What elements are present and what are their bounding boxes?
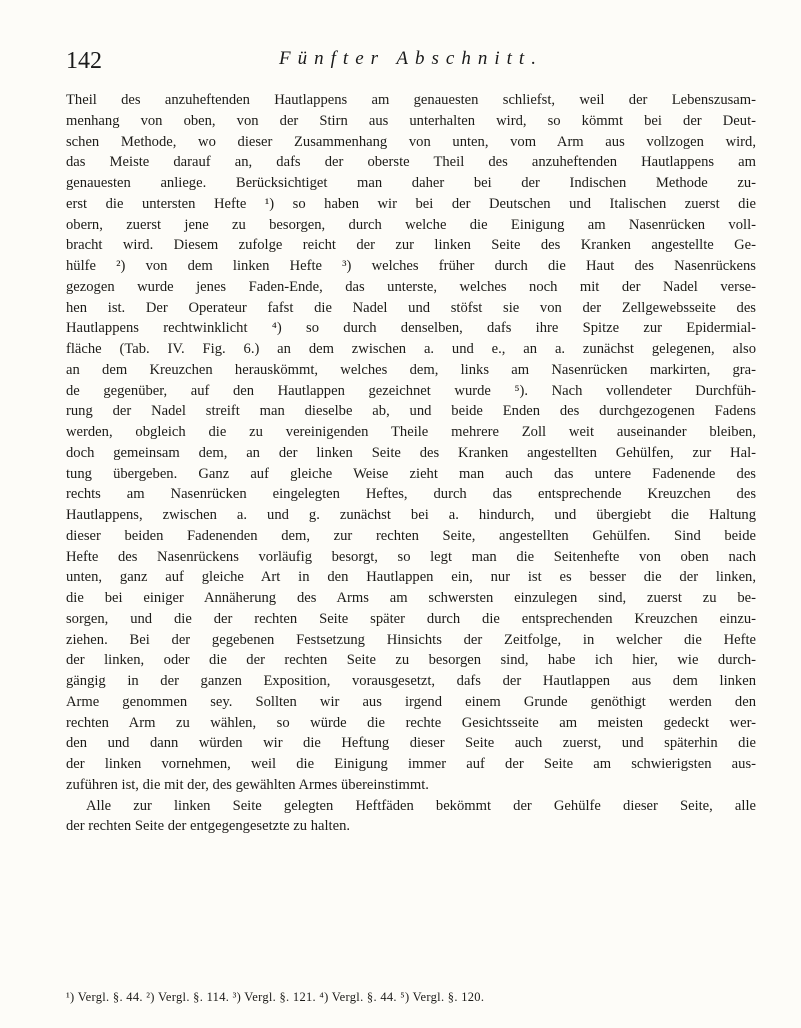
text-line: genauesten anliege. Berücksichtiget man daher bei der Indischen Methode zu- [66, 175, 756, 191]
text-line: unten, ganz auf gleiche Art in den Hautlappen ein, nur ist es besser die der linken, [66, 569, 756, 586]
text-line: de gegenüber, auf den Hautlappen gezeichnet wurde ⁵). Nach vollendeter Durchfüh- [66, 382, 756, 399]
running-title: Fünfter Abschnitt. [279, 48, 543, 69]
text-line: Alle zur linken Seite gelegten Heftfäden bekömmt der Gehülfe dieser Seite, alle [86, 797, 756, 814]
text-line: der linken, oder die der rechten Seite zu besorgen sind, habe ich hier, wie durch- [66, 652, 756, 669]
text-line: die bei einiger Annäherung des Arms am schwersten einzulegen sind, zuerst zu be- [66, 590, 756, 606]
footnotes: ¹) Vergl. §. 44. ²) Vergl. §. 114. ³) Vergl. §. 121. ⁴) Vergl. §. 44. ⁵) Vergl. §. 120. [66, 990, 485, 1004]
text-line: sorgen, und die der rechten Seite später durch die entsprechenden Kreuzchen einzu- [66, 610, 756, 627]
page-header [66, 44, 756, 82]
text-line: dieser beiden Fadenenden dem, zur rechten Seite, angestellten Gehülfen. Sind beide [66, 527, 756, 544]
text-line: Hautlappens rechtwinklicht ⁴) so durch denselben, dafs ihre Spitze zur Epidermial- [66, 320, 756, 337]
text-line: rechts am Nasenrücken eingelegten Heftes, durch das entsprechende Kreuzchen des [66, 486, 756, 503]
text-line: fläche (Tab. IV. Fig. 6.) an dem zwischen a. und e., an a. zunächst gelegenen, also [66, 341, 756, 357]
text-line: Hefte des Nasenrückens vorläufig besorgt, so legt man die Seitenhefte von oben nach [66, 548, 756, 565]
text-line: Arme genommen sey. Sollten wir aus irgend einem Grunde genöthigt werden den [66, 693, 756, 710]
text-line: das Meiste darauf an, dafs der oberste Theil des anzuheftenden Hautlappens am [66, 154, 756, 171]
text-line: gängig in der ganzen Exposition, vorausgesetzt, dafs der Hautlappen aus dem linken [66, 673, 756, 689]
text-line: doch gemeinsam dem, an der linken Seite des Kranken angestellten Gehülfen, zur Hal- [66, 444, 756, 461]
text-line: schen Methode, wo dieser Zusammenhang von unten, vom Arm aus vollzogen wird, [66, 133, 756, 150]
text-line: werden, obgleich die zu vereinigenden Theile mehrere Zoll weit auseinander bleiben, [66, 424, 756, 440]
text-line: Hautlappens, zwischen a. und g. zunächst bei a. hindurch, und übergiebt die Haltung [66, 507, 756, 523]
text-line: der linken vornehmen, weil die Einigung immer auf der Seite am schwierigsten aus- [66, 756, 756, 772]
text-line: an dem Kreuzchen herauskömmt, welches dem, links am Nasenrücken markirten, gra- [66, 361, 756, 378]
text-line: rechten Arm zu wählen, so würde die rechte Gesichtsseite am meisten gedeckt wer- [66, 714, 756, 731]
text-line: rung der Nadel streift man dieselbe ab, und beide Enden des durchgezogenen Fadens [66, 403, 756, 420]
text-line: gezogen wurde jenes Faden-Ende, das unterste, welches noch mit der Nadel verse- [66, 278, 756, 295]
text-line: erst die untersten Hefte ¹) so haben wir bei der Deutschen und Italischen zuerst die [66, 195, 756, 212]
text-line: Theil des anzuheftenden Hautlappens am genauesten schliefst, weil der Lebenszusam- [66, 92, 756, 108]
body-text [66, 90, 756, 837]
text-line: zuführen ist, die mit der, des gewählten Armes übereinstimmt. [66, 776, 429, 793]
text-line: bracht wird. Diesem zufolge reicht der zur linken Seite des Kranken angestellte Ge- [66, 237, 756, 254]
text-line: der rechten Seite der entgegengesetzte zu halten. [66, 818, 351, 835]
page-number: 142 [66, 48, 102, 74]
text-line: menhang von oben, von der Stirn aus unterhalten wird, so kömmt bei der Deut- [66, 112, 756, 129]
text-line: tung übergeben. Ganz auf gleiche Weise zieht man auch das untere Fadenende des [66, 465, 756, 482]
text-line: den und dann würden wir die Heftung dieser Seite auch zuerst, und späterhin die [66, 735, 756, 752]
text-line: obern, zuerst jene zu besorgen, durch welche die Einigung am Nasenrücken voll- [66, 216, 756, 233]
text-line: hen ist. Der Operateur fafst die Nadel und stöfst sie von der Zellgewebsseite des [66, 299, 756, 316]
text-line: ziehen. Bei der gegebenen Festsetzung Hinsichts der Zeitfolge, in welcher die Hefte [66, 631, 756, 648]
text-line: hülfe ²) von dem linken Hefte ³) welches früher durch die Haut des Nasenrückens [66, 258, 756, 274]
